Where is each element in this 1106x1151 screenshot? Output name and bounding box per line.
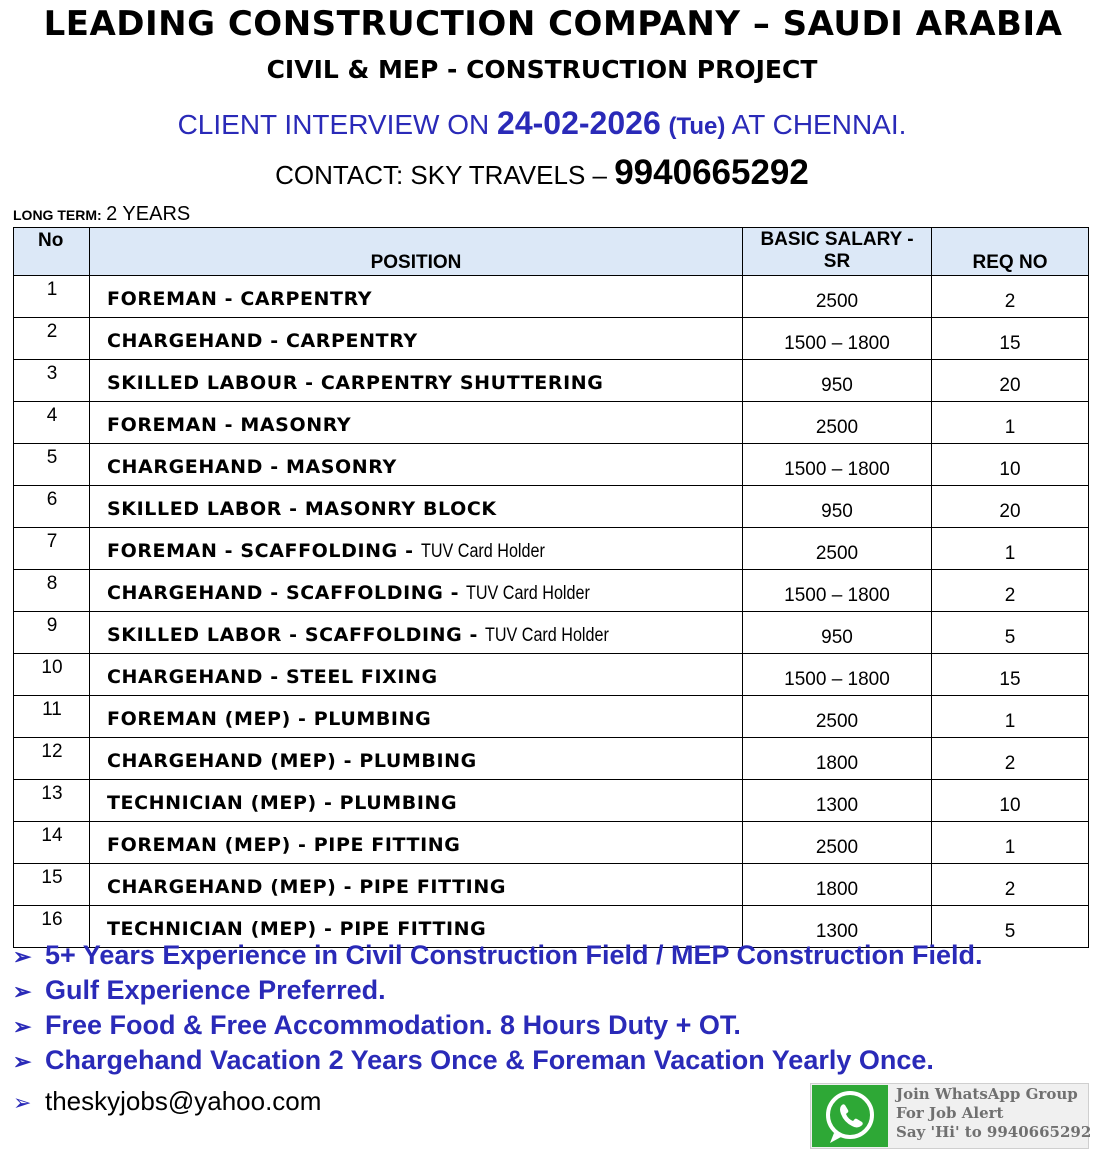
long-term [13, 203, 190, 226]
cell-no: 1 [14, 276, 90, 318]
arrow-bullet-icon: ➢ [13, 1014, 32, 1039]
cell-salary: 1800 [743, 864, 932, 906]
table-row [14, 276, 1089, 318]
cell-salary: 2500 [743, 696, 932, 738]
table-header-row [14, 228, 1089, 276]
email-address[interactable]: theskyjobs@yahoo.com [45, 1086, 322, 1116]
cell-position: SKILLED LABOUR - CARPENTRY SHUTTERING [90, 360, 743, 402]
contact-line [0, 153, 1084, 193]
cell-salary: 950 [743, 612, 932, 654]
cell-position: FOREMAN (MEP) - PLUMBING [90, 696, 743, 738]
cell-salary: 2500 [743, 402, 932, 444]
cell-req: 5 [932, 906, 1089, 948]
arrow-bullet-icon: ➢ [13, 944, 32, 969]
table-row [14, 780, 1089, 822]
cell-no: 9 [14, 612, 90, 654]
cell-position: SKILLED LABOR - SCAFFOLDING - TUV Card Holder [90, 612, 743, 654]
table-row [14, 822, 1089, 864]
interview-location: AT CHENNAI. [731, 109, 907, 140]
cell-position: FOREMAN - SCAFFOLDING - TUV Card Holder [90, 528, 743, 570]
interview-date: 24-02-2026 [497, 105, 661, 141]
interview-line [0, 105, 1084, 142]
arrow-bullet-icon: ➢ [13, 1090, 32, 1115]
header-salary: BASIC SALARY - SR [743, 228, 932, 276]
cell-no: 5 [14, 444, 90, 486]
cell-position: TECHNICIAN (MEP) - PIPE FITTING [90, 906, 743, 948]
table-row [14, 654, 1089, 696]
cell-req: 20 [932, 360, 1089, 402]
cell-position: CHARGEHAND - CARPENTRY [90, 318, 743, 360]
cell-req: 1 [932, 696, 1089, 738]
cell-salary: 950 [743, 360, 932, 402]
cell-salary: 1300 [743, 780, 932, 822]
cell-no: 7 [14, 528, 90, 570]
cell-no: 15 [14, 864, 90, 906]
interview-prefix: CLIENT INTERVIEW ON [177, 109, 490, 140]
cell-position: SKILLED LABOR - MASONRY BLOCK [90, 486, 743, 528]
cell-salary: 1300 [743, 906, 932, 948]
list-item: ➢ 5+ Years Experience in Civil Construction Field / MEP Construction Field. [13, 938, 1093, 973]
cell-req: 2 [932, 738, 1089, 780]
table-row [14, 444, 1089, 486]
cell-salary: 1500 – 1800 [743, 318, 932, 360]
contact-phone: 9940665292 [614, 153, 809, 192]
cell-req: 10 [932, 780, 1089, 822]
cell-req: 20 [932, 486, 1089, 528]
table-row [14, 864, 1089, 906]
cell-req: 2 [932, 276, 1089, 318]
table-row [14, 612, 1089, 654]
cell-req: 2 [932, 864, 1089, 906]
cell-no: 16 [14, 906, 90, 948]
table-row [14, 486, 1089, 528]
cell-position: FOREMAN (MEP) - PIPE FITTING [90, 822, 743, 864]
cell-req: 5 [932, 612, 1089, 654]
cell-salary: 1500 – 1800 [743, 444, 932, 486]
cell-position: CHARGEHAND (MEP) - PIPE FITTING [90, 864, 743, 906]
cell-req: 1 [932, 822, 1089, 864]
cell-position: CHARGEHAND - MASONRY [90, 444, 743, 486]
cell-salary: 2500 [743, 528, 932, 570]
arrow-bullet-icon: ➢ [13, 1049, 32, 1074]
cell-req: 15 [932, 318, 1089, 360]
cell-req: 15 [932, 654, 1089, 696]
position-note: TUV Card Holder [420, 541, 545, 562]
cell-salary: 1800 [743, 738, 932, 780]
cell-position: CHARGEHAND (MEP) - PLUMBING [90, 738, 743, 780]
cell-no: 11 [14, 696, 90, 738]
table-row [14, 318, 1089, 360]
position-note: TUV Card Holder [485, 625, 610, 646]
cell-req: 10 [932, 444, 1089, 486]
cell-salary: 1500 – 1800 [743, 570, 932, 612]
list-item: ➢ Free Food & Free Accommodation. 8 Hours Duty + OT. [13, 1008, 1093, 1043]
cell-position: FOREMAN - CARPENTRY [90, 276, 743, 318]
long-term-value: 2 YEARS [106, 203, 191, 225]
email-line [13, 1086, 321, 1117]
cell-no: 14 [14, 822, 90, 864]
whatsapp-icon [812, 1085, 888, 1147]
header-position: POSITION [90, 228, 743, 276]
cell-no: 6 [14, 486, 90, 528]
page-title: LEADING CONSTRUCTION COMPANY – SAUDI ARABIA [43, 4, 1063, 44]
table-row [14, 402, 1089, 444]
cell-salary: 2500 [743, 822, 932, 864]
arrow-bullet-icon: ➢ [13, 979, 32, 1004]
list-item: ➢ Chargehand Vacation 2 Years Once & Foreman Vacation Yearly Once. [13, 1043, 1093, 1078]
table-row [14, 528, 1089, 570]
cell-position: TECHNICIAN (MEP) - PLUMBING [90, 780, 743, 822]
table-row [14, 696, 1089, 738]
interview-day: (Tue) [668, 113, 726, 140]
cell-no: 12 [14, 738, 90, 780]
requirements-list [13, 938, 1093, 1078]
position-note: TUV Card Holder [466, 583, 591, 604]
cell-no: 3 [14, 360, 90, 402]
page-subtitle: CIVIL & MEP - CONSTRUCTION PROJECT [266, 55, 818, 84]
cell-position: CHARGEHAND - STEEL FIXING [90, 654, 743, 696]
cell-salary: 950 [743, 486, 932, 528]
cell-no: 13 [14, 780, 90, 822]
table-row [14, 738, 1089, 780]
cell-position: FOREMAN - MASONRY [90, 402, 743, 444]
cell-no: 8 [14, 570, 90, 612]
whatsapp-banner-text: Join WhatsApp Group For Job Alert Say 'Hi' to 9940665292 [896, 1085, 1092, 1141]
cell-no: 2 [14, 318, 90, 360]
cell-no: 4 [14, 402, 90, 444]
table-row [14, 360, 1089, 402]
header-req: REQ NO [932, 228, 1089, 276]
cell-salary: 1500 – 1800 [743, 654, 932, 696]
long-term-label: LONG TERM: [13, 207, 102, 223]
cell-req: 1 [932, 528, 1089, 570]
contact-label: CONTACT: SKY TRAVELS – [275, 160, 607, 190]
positions-table [13, 227, 1089, 948]
cell-salary: 2500 [743, 276, 932, 318]
cell-req: 2 [932, 570, 1089, 612]
whatsapp-banner[interactable] [810, 1083, 1092, 1149]
header-no: No [14, 228, 90, 276]
cell-position: CHARGEHAND - SCAFFOLDING - TUV Card Holder [90, 570, 743, 612]
table-row [14, 570, 1089, 612]
list-item: ➢ Gulf Experience Preferred. [13, 973, 1093, 1008]
cell-req: 1 [932, 402, 1089, 444]
cell-no: 10 [14, 654, 90, 696]
